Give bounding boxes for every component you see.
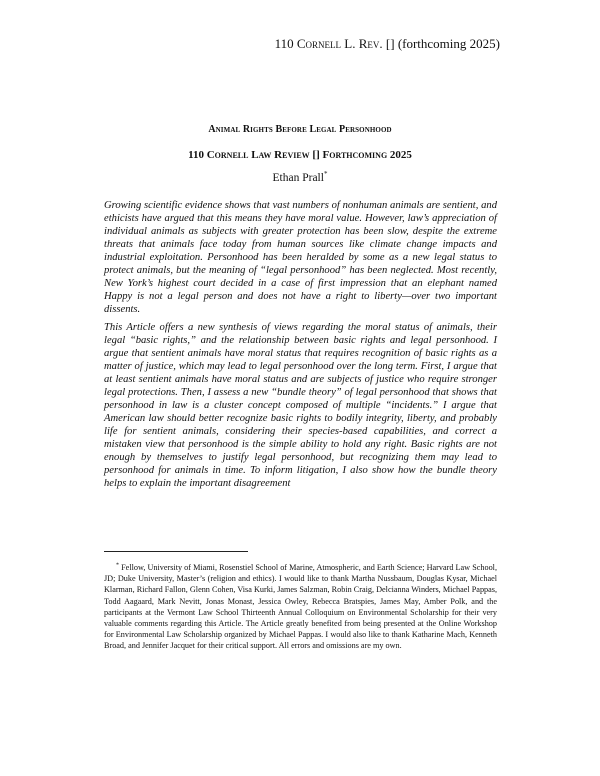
author-footnote-mark[interactable]: * (323, 170, 328, 179)
author-footnote (104, 562, 497, 652)
abstract-paragraph-1: Growing scientific evidence shows that vast numbers of nonhuman animals are sentient, and ethicists have argued that this means they have moral value. However, law’s appreciation of individual animals as subjects with greater protection has been slow, despite the extreme threats that animals face today from human sources like climate change impacts and industrial exploitation. Personhood has been heralded by some as a new legal status to protect animals, but the meaning of “legal personhood” has been neglected. Most recently, New York’s highest court decided in a case of first impression that an elephant named Happy is not a legal person and does not have a right to liberty—over two important dissents. (104, 200, 497, 315)
footnote-text: Fellow, University of Miami, Rosenstiel School of Marine, Atmospheric, and Earth Science; Harvard Law School, JD; Duke University, Master’s (religion and ethics). I would like to thank Martha Nussbaum, Douglas Kysar, Michael Klarman, Richard Fallon, Glenn Cohen, Visa Kurki, James Salzman, Robin Craig, Delcianna Winders, Michael Pappas, Todd Aagaard, Mark Nevitt, Jonas Monast, Jessica Owley, Rebecca Bratspies, James May, Amber Polk, and the participants at the Vermont Law School Thirteenth Annual Colloquium on Environmental Scholarship for their very valuable comments regarding this Article. The Article greatly benefited from being presented at the Online Workshop for Environmental Law Scholarship organized by Michael Pappas. I would also like to thank Katharine Mach, Kenneth Broad, and Jennifer Jacquet for their critical support. All errors and omissions are my own. (104, 563, 497, 651)
running-head (275, 36, 500, 52)
running-head-journal: Cornell L. Rev. (296, 36, 383, 51)
article-citation: 110 Cornell Law Review [] Forthcoming 2025 (188, 149, 412, 161)
author-line (0, 172, 600, 184)
footnote-divider (104, 551, 248, 552)
running-head-suffix: [] (forthcoming 2025) (385, 36, 500, 51)
running-head-volume: 110 (274, 36, 294, 51)
abstract-paragraph-2: This Article offers a new synthesis of views regarding the moral status of animals, their legal “basic rights,” and the relationship between basic rights and legal personhood. I argue that sentient animals have moral status that requires recognition of basic rights as a matter of justice, which may lead to legal personhood over the long term. First, I argue that at least sentient animals have moral status and are subjects of justice who require stronger legal protections. Then, I assess a new “bundle theory” of legal personhood that shows that personhood in law is a cluster concept composed of multiple “incidents.” I argue that American law should better recognize basic rights to bodily integrity, liberty, and probably life for sentient animals, considering their species-based capabilities, and correct a mistaken view that personhood is the simple ability to hold any right. Basic rights are not enough by themselves to justify legal personhood, but recognizing them may lead to personhood for animals in time. To inform litigation, I also show how the bundle theory helps to explain the important disagreement (104, 322, 497, 489)
footnote-mark: * (116, 562, 119, 569)
article-title: Animal Rights Before Legal Personhood (208, 124, 392, 135)
author-name: Ethan Prall (272, 172, 324, 184)
